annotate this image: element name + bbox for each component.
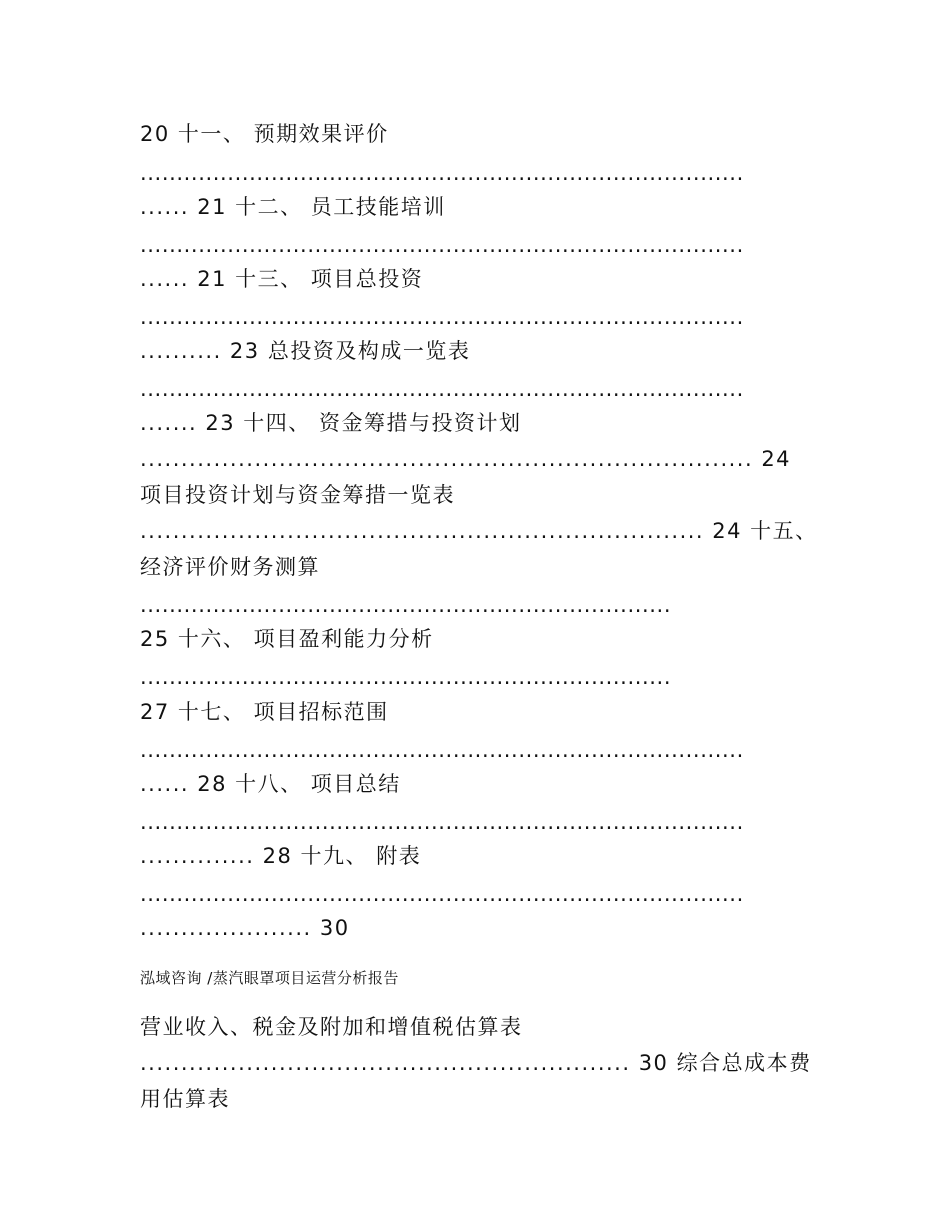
toc-line: ................................................................................... [140,882,744,906]
toc-line: ................................................................................... [140,161,744,185]
toc-line: ................................................................................... [140,233,744,257]
toc-line: ................................................................................... [140,377,744,401]
toc-line: ..................................................................... 24 十五、 [140,519,818,543]
toc-line: ......................................................................... [140,593,672,617]
toc-line: ...... 28 十八、 项目总结 [140,772,401,796]
toc-line: 27 十七、 项目招标范围 [140,700,389,724]
toc-line: ............................................................ 30 综合总成本费 [140,1051,812,1075]
toc-line: .......... 23 总投资及构成一览表 [140,339,471,363]
toc-line: 营业收入、税金及附加和增值税估算表 [140,1015,523,1039]
toc-line: 经济评价财务测算 [140,555,320,579]
toc-line: ..................... 30 [140,916,350,940]
toc-line: ......................................................................... [140,665,672,689]
toc-line: .............. 28 十九、 附表 [140,844,422,868]
toc-line: ................................................................................... [140,305,744,329]
toc-line: 用估算表 [140,1087,230,1111]
toc-line: 项目投资计划与资金筹措一览表 [140,483,455,507]
toc-line: ....... 23 十四、 资金筹措与投资计划 [140,411,522,435]
toc-line: 25 十六、 项目盈利能力分析 [140,627,434,651]
page-header-text: 泓域咨询 /蒸汽眼罩项目运营分析报告 [140,969,399,987]
toc-line: 20 十一、 预期效果评价 [140,122,389,146]
toc-line: ........................................................................... 24 [140,447,792,471]
toc-line: ...... 21 十三、 项目总投资 [140,267,424,291]
toc-line: ................................................................................... [140,810,744,834]
toc-line: ................................................................................... [140,738,744,762]
toc-line: ...... 21 十二、 员工技能培训 [140,195,446,219]
